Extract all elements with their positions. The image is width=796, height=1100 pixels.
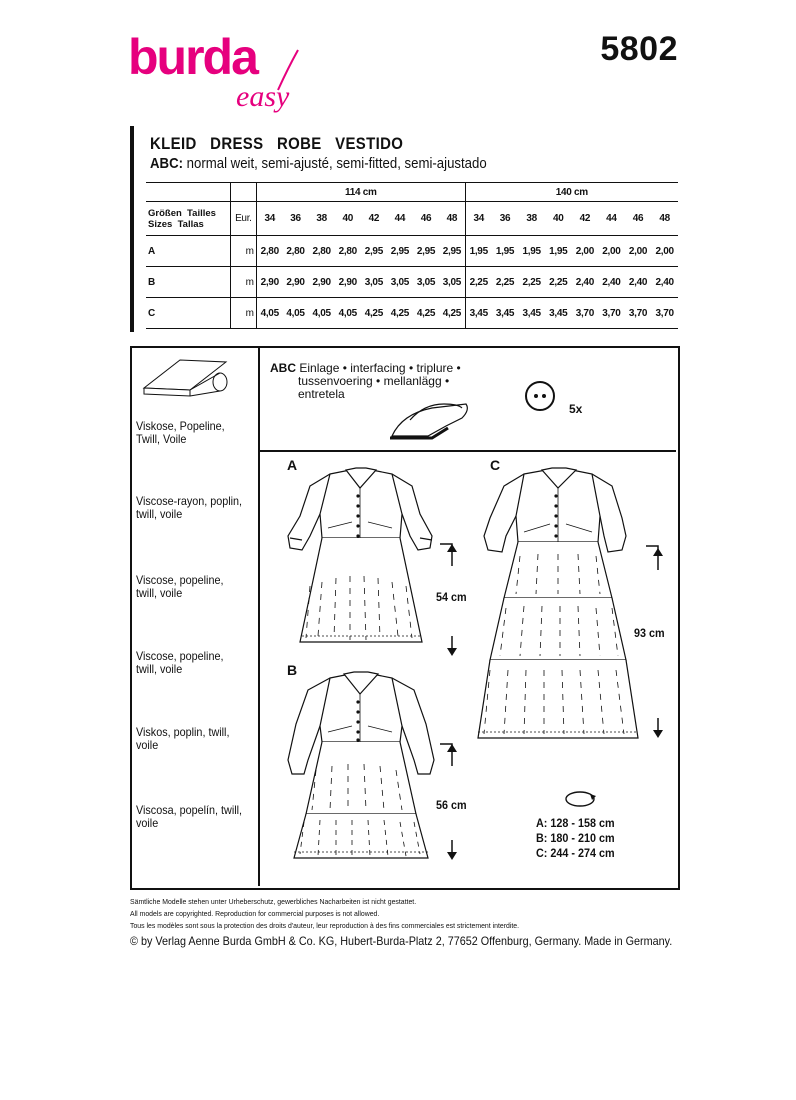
fabric-de [136,420,225,446]
amount-cell: 3,70 [575,307,594,319]
garment-title: KLEID DRESS ROBE VESTIDO [150,134,404,153]
amount-cell: 2,40 [628,276,648,288]
size-cell: 36 [499,213,511,224]
fabric-line: twill, voile [136,586,183,600]
view-label-c: C [490,457,501,473]
amount-cell: 2,80 [256,236,282,267]
fabric-fr [136,574,223,600]
amount-cell: 2,40 [575,276,594,288]
size-cell: 46 [632,213,644,224]
size-cell: 34 [256,202,282,236]
size-cell: 48 [659,213,670,224]
size-cell: 48 [446,213,458,224]
size-cell: 42 [579,213,591,224]
hem-width-icon [562,788,602,810]
size-header-line2: Sizes Tallas [148,218,204,230]
amount-cell: 2,40 [602,276,621,288]
interfacing-prefix: ABC [270,361,296,375]
copyright: © by Verlag Aenne Burda GmbH & Co. KG, Hubert-Burda-Platz 2, 77652 Offenburg, Germany. Made in Germany. [130,934,673,948]
size-cell: 38 [526,213,537,224]
width-140-header: 140 cm [465,183,678,202]
amount-cell: 4,05 [312,307,331,319]
fabric-line: voile [136,738,159,752]
amount-cell: 4,25 [442,307,461,319]
amount-cell: 2,80 [286,245,305,257]
burda-easy-logo [128,28,308,112]
fabric-roll-icon [140,354,230,404]
iron-icon [388,396,470,442]
amount-cell: 2,80 [312,245,331,257]
yardage-table [146,182,678,329]
amount-cell: 2,25 [522,276,541,288]
amount-cell: 3,05 [390,276,410,288]
amount-cell: 2,95 [390,245,410,257]
amount-cell: 2,00 [602,245,621,257]
row-label-c: C [148,307,156,319]
amount-cell: 2,00 [575,245,594,257]
interfacing-line1: Einlage • interfacing • triplure • [299,361,461,375]
size-cell: 44 [606,213,617,224]
amount-cell: 1,95 [549,245,568,257]
fabric-nl [136,650,223,676]
amount-cell: 3,45 [465,298,492,329]
amount-cell: 2,80 [338,245,357,257]
unit-cell: m [230,298,256,329]
pattern-number: 5802 [600,30,678,68]
sizes-row [146,202,678,236]
fabric-line: Twill, Voile [136,432,187,446]
fabric-line: Viscose-rayon, poplin, [136,494,243,508]
logo-easy-text: easy [236,80,290,113]
amount-cell: 2,25 [549,276,568,288]
hem-width-a: A: 128 - 158 cm [536,816,615,830]
dress-c-illustration [476,466,646,748]
legal-fr: Tous les modèles sont sous la protection des droits d'auteur, leur reproduction à des fins commerciales est strictement interdite. [130,921,520,930]
size-cell: 36 [290,213,301,224]
interfacing-line2: tussenvoering • mellanlägg • [298,374,450,388]
amount-cell: 2,95 [364,245,383,257]
amount-cell: 3,45 [495,307,515,319]
amount-cell: 4,05 [286,307,305,319]
hem-widths [536,816,615,861]
view-label-a: A [287,457,298,473]
fabric-line: Viskos, poplin, twill, [136,725,230,739]
size-cell: 42 [368,213,380,224]
table-row-c [146,298,678,329]
fabric-line: Viskose, Popeline, [136,419,225,433]
dress-a-illustration [280,466,450,652]
amount-cell: 2,40 [655,276,674,288]
fabric-line: Viscosa, popelín, twill, [136,803,243,817]
table-row-b [146,267,678,298]
eur-header: Eur. [230,202,256,236]
amount-cell: 4,05 [256,298,282,329]
legal-de: Sämtliche Modelle stehen unter Urheberschutz, gewerbliches Nacharbeiten ist nicht gestattet. [130,897,417,906]
size-cell: 40 [342,213,353,224]
hem-width-c: C: 244 - 274 cm [536,846,615,860]
amount-cell: 3,05 [442,276,461,288]
fabric-line: Viscose, popeline, [136,573,224,587]
fabric-en [136,495,242,521]
amount-cell: 4,25 [364,307,383,319]
amount-cell: 2,90 [286,276,305,288]
fabric-line: Viscose, popeline, [136,649,224,663]
amount-cell: 2,95 [442,245,461,257]
button-quantity: 5x [569,402,583,416]
logo-burda-text: burda [128,29,257,85]
amount-cell: 2,00 [655,245,674,257]
amount-cell: 2,90 [338,276,357,288]
length-a: 54 cm [436,590,467,604]
length-c: 93 cm [634,626,665,640]
amount-cell: 2,90 [256,267,282,298]
amount-cell: 1,95 [522,245,541,257]
amount-cell: 1,95 [495,245,515,257]
table-row-a [146,236,678,267]
size-cell: 34 [465,202,492,236]
amount-cell: 2,90 [312,276,331,288]
amount-cell: 4,25 [390,307,410,319]
dress-b-illustration [280,670,450,862]
amount-cell: 3,05 [416,276,436,288]
fabric-line: voile [136,816,159,830]
row-label-b: B [148,276,156,288]
hem-width-b: B: 180 - 210 cm [536,831,615,845]
width-114-header: 114 cm [256,183,465,202]
amount-cell: 1,95 [465,236,492,267]
amount-cell: 3,70 [655,307,674,319]
amount-cell: 3,70 [628,307,648,319]
amount-cell: 2,25 [465,267,492,298]
interfacing-line3: entretela [298,387,345,401]
fit-description [150,155,632,172]
size-cell: 40 [552,213,564,224]
unit-cell: m [230,236,256,267]
fabric-line: twill, voile [136,662,183,676]
legal-en: All models are copyrighted. Reproduction for commercial purposes is not allowed. [130,909,380,918]
length-b: 56 cm [436,798,467,812]
unit-cell: m [230,267,256,298]
fit-text: normal weit, semi-ajusté, semi-fitted, semi-ajustado [186,155,487,172]
amount-cell: 3,70 [602,307,621,319]
fit-prefix: ABC: [150,155,183,172]
amount-cell: 4,25 [416,307,436,319]
view-label-b: B [287,662,298,678]
size-cell: 38 [316,213,327,224]
fabric-sv [136,726,229,752]
amount-cell: 3,45 [549,307,568,319]
amount-cell: 3,45 [522,307,541,319]
fabric-es [136,804,242,830]
size-header-line1: Größen Tailles [148,207,216,219]
size-cell: 46 [420,213,432,224]
amount-cell: 4,05 [338,307,357,319]
fabric-line: twill, voile [136,507,183,521]
row-label-a: A [148,245,156,257]
size-cell: 44 [394,213,406,224]
amount-cell: 2,00 [628,245,648,257]
length-arrow-c [642,542,672,742]
button-icon [524,380,556,412]
amount-cell: 2,25 [495,276,515,288]
amount-cell: 2,95 [416,245,436,257]
amount-cell: 3,05 [364,276,383,288]
